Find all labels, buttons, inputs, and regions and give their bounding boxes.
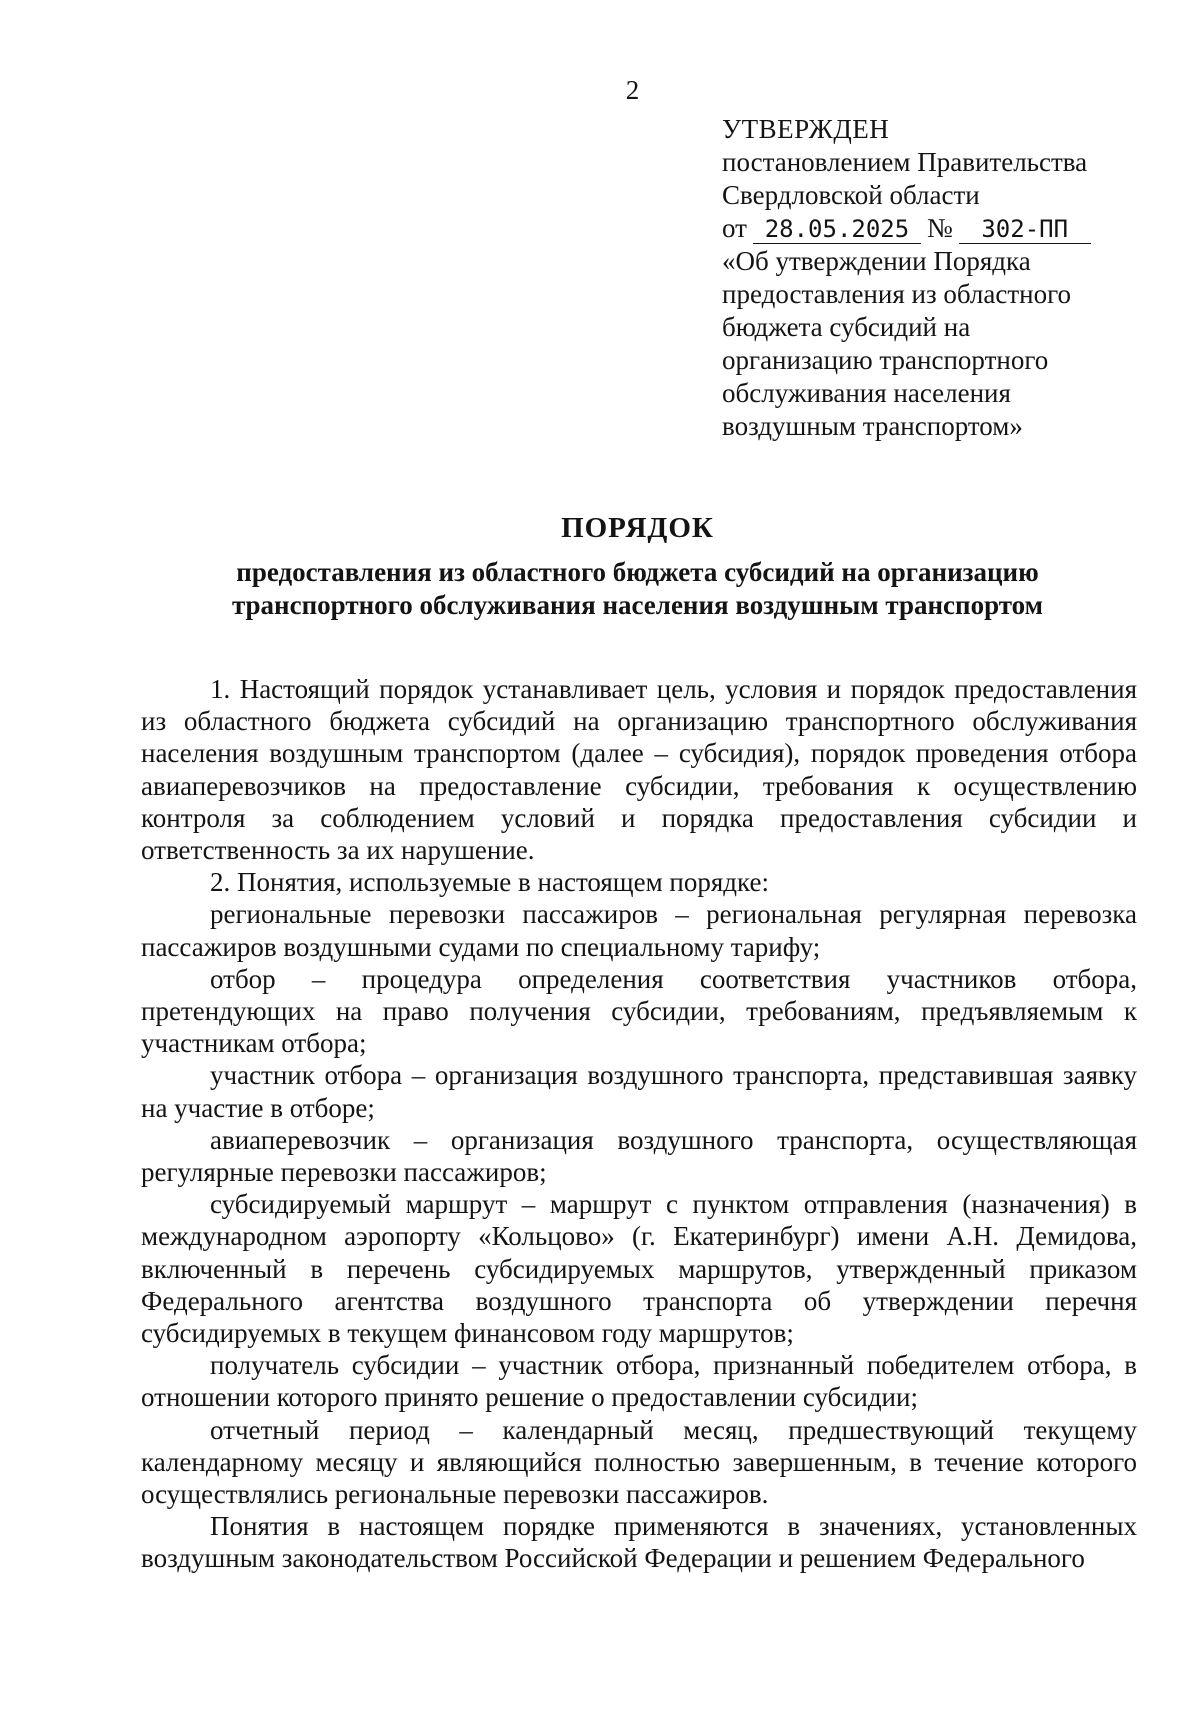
paragraph: региональные перевозки пассажиров – региональная регулярная перевозка пассажиров воздушными судами по специальному тарифу; — [141, 899, 1137, 962]
paragraph: отбор – процедура определения соответствия участников отбора, претендующих на право получения субсидии, требованиям, предъявляемым к участникам отбора; — [141, 963, 1137, 1059]
paragraph: субсидируемый маршрут – маршрут с пунктом отправления (назначения) в международном аэропорту «Кольцово» (г. Екатеринбург) имени А.Н. Демидова, включенный в перечень субсидируемых маршрутов, утвержденный приказом Федерального агентства воздушного транспорта об утверждении перечня субсидируемых в текущем финансовом году маршрутов; — [141, 1189, 1137, 1349]
document-title — [150, 510, 1125, 622]
paragraph: участник отбора – организация воздушного транспорта, представившая заявку на участие в отборе; — [141, 1060, 1137, 1123]
subject-line: организацию транспортного — [722, 345, 1049, 375]
page-number: 2 — [625, 75, 640, 105]
subject-line: воздушным транспортом» — [722, 411, 1023, 441]
approval-line-1: постановлением Правительства — [722, 147, 1088, 177]
approval-date-line — [722, 212, 1142, 245]
paragraph: 1. Настоящий порядок устанавливает цель, условия и порядок предоставления из областного бюджета субсидий на организацию транспортного обслуживания населения воздушным транспортом (далее – субсидия), порядок проведения отбора авиаперевозчиков на предоставление субсидии, требования к осуществлению контроля за соблюдением условий и порядка предоставления субсидии и ответственность за их нарушение. — [141, 674, 1137, 866]
paragraph: отчетный период – календарный месяц, предшествующий текущему календарному месяцу и являющийся полностью завершенным, в течение которого осуществлялись региональные перевозки пассажиров. — [141, 1414, 1137, 1510]
number-sign: № — [926, 213, 953, 243]
approval-line-2: Свердловской области — [722, 180, 980, 210]
approval-number: 302-ПП — [959, 215, 1091, 244]
paragraph: Понятия в настоящем порядке применяются в значениях, установленных воздушным законодательством Российской Федерации и решением Федерального — [141, 1511, 1137, 1574]
title-subtitle — [150, 556, 1125, 622]
paragraph: 2. Понятия, используемые в настоящем порядке: — [210, 867, 769, 898]
subtitle-line: транспортного обслуживания населения воздушным транспортом — [231, 590, 1044, 620]
subject-line: предоставления из областного — [722, 279, 1072, 309]
subject-line: «Об утверждении Порядка — [722, 246, 1031, 276]
title-main: ПОРЯДОК — [561, 512, 714, 544]
subtitle-line: предоставления из областного бюджета субсидий на организацию — [236, 557, 1039, 587]
paragraph: авиаперевозчик – организация воздушного транспорта, осуществляющая регулярные перевозки пассажиров; — [141, 1124, 1137, 1188]
approval-stamp-block — [722, 113, 1142, 443]
from-label: от — [722, 213, 747, 243]
subject-line: обслуживания населения — [722, 378, 1011, 408]
approval-date: 28.05.2025 — [753, 215, 921, 244]
approved-heading: УТВЕРЖДЕН — [722, 114, 890, 144]
document-body — [141, 673, 1137, 1575]
paragraph: получатель субсидии – участник отбора, признанный победителем отбора, в отношении которого принято решение о предоставлении субсидии; — [141, 1350, 1137, 1413]
subject-line: бюджета субсидий на — [722, 312, 971, 342]
